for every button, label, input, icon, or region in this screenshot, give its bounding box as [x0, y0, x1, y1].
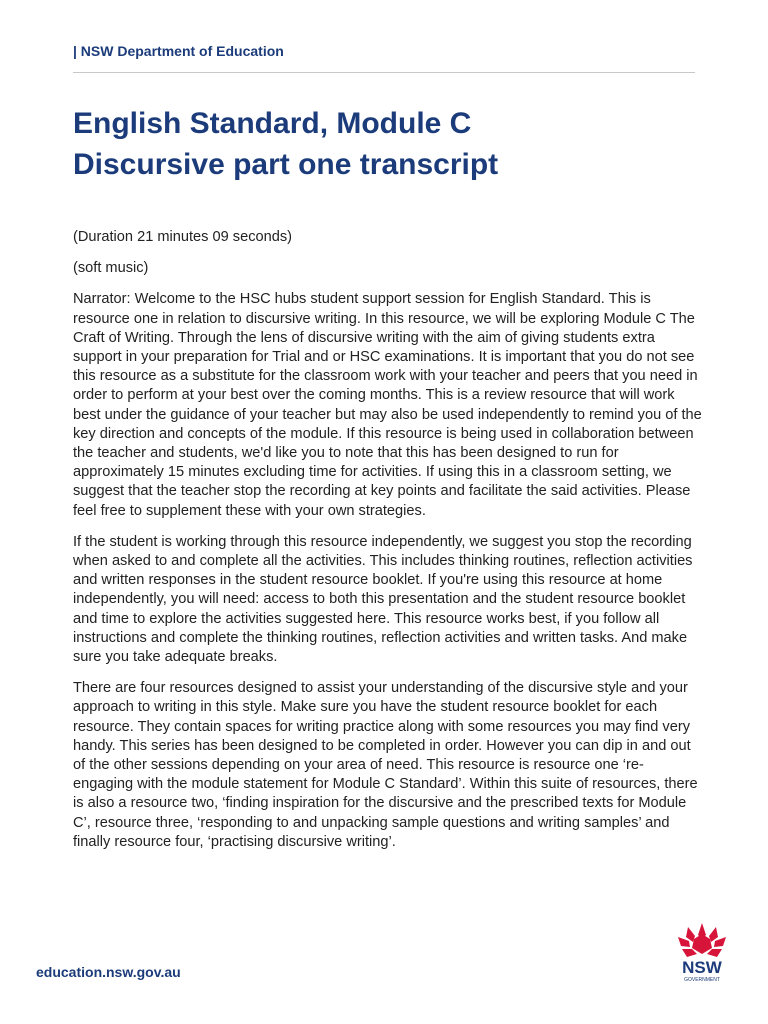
page-header — [73, 41, 695, 73]
document-title — [73, 103, 695, 185]
nsw-government-logo — [670, 920, 734, 984]
title-line-2: Discursive part one transcript — [73, 148, 499, 181]
waratah-flower-icon — [678, 923, 726, 957]
paragraph-1: Narrator: Welcome to the HSC hubs student support session for English Standard. This is resource one in relation to discursive writing. In this resource, we will be exploring Module C The Craft of Writing. Through the lens of discursive writing with the aim of giving students extra support in your preparation for Trial and or HSC examinations. It is important that you do not see this resource as a substitute for the classroom work with your teacher and peers that you need in order to perform at your best over the coming months. This is a review resource that will work best under the guidance of your teacher but may also be used independently to remind you of the key direction and concepts of the module. If this resource is being used in collaboration between the teacher and students, we'd like you to note that this has been designed to run for approximately 15 minutes excluding time for activities. If using this in a classroom setting, we suggest that the teacher stop the recording at key points and facilitate the said activities. Please feel free to supplement these with your own strategies. — [73, 291, 702, 519]
government-subtext: GOVERNMENT — [684, 977, 720, 983]
duration-note: (Duration 21 minutes 09 seconds) — [73, 229, 293, 245]
soft-music-note: (soft music) — [73, 260, 149, 277]
transcript-body — [73, 228, 703, 864]
nsw-wordmark: NSW — [682, 958, 722, 977]
paragraph-2: If the student is working through this resource independently, we suggest you stop the recording when asked to and complete all the activities. This includes thinking routines, reflection activities and written responses in the student resource booklet. If you're using this resource at home independently, you will need: access to both this presentation and the student resource booklet and time to explore the activities suggested here. This resource works best, if you follow all instructions and complete the thinking routines, reflection activities and written tasks. And make sure you take adequate breaks. — [73, 533, 693, 666]
department-name: | NSW Department of Education — [73, 43, 284, 59]
paragraph-3: There are four resources designed to assist your understanding of the discursive style and your approach to writing in this style. Make sure you have the student resource booklet for each resource. They contain spaces for writing practice along with some resources you may find very handy. This series has been designed to be completed in order. However you can dip in and out of the other sessions depending on your area of need. This resource is resource one ‘re-engaging with the module statement for Module C Standard’. Within this suite of resources, there is also a resource two, ‘finding inspiration for the discursive and the prescribed texts for Module C’, resource three, ‘responding to and unpacking sample questions and writing samples’ and finally resource four, ‘practising discursive writing’. — [73, 680, 698, 850]
footer-url-link[interactable]: education.nsw.gov.au — [36, 964, 181, 980]
title-line-1: English Standard, Module C — [73, 107, 472, 140]
